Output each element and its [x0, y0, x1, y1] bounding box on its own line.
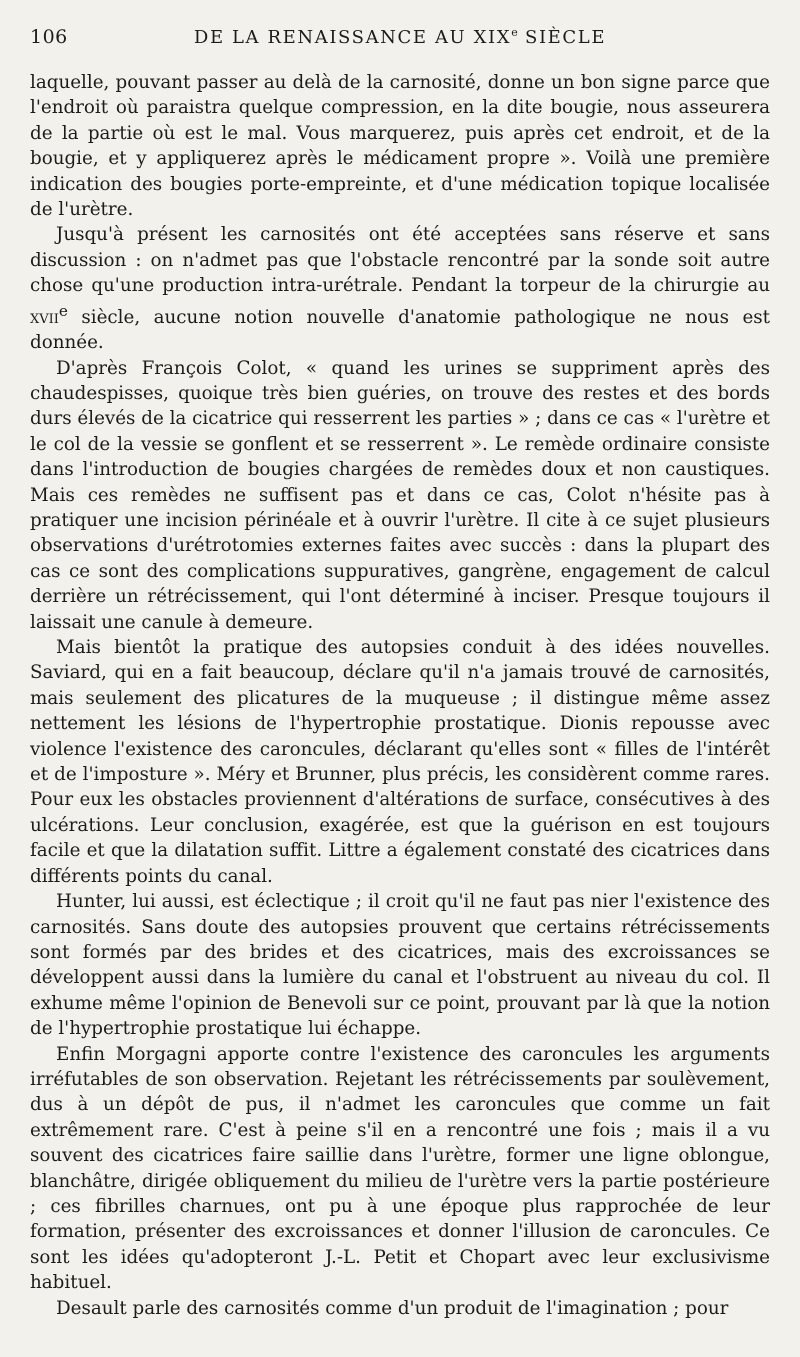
paragraph-morgagni: Enfin Morgagni apporte contre l'existence des caroncules les arguments irréfutables de son observation. Rejetant les rétrécissements par soulèvement, dus à un dépôt de pus, il n'admet les caroncules que comme un fait extrêmement rare. C'est à peine s'il en a rencontré une fois ; mais il a vu souvent des cicatrices faire saillie dans l'urètre, former une ligne oblongue, blanchâtre, dirigée obliquement du milieu de l'urètre vers la partie postérieure ; ces fibrilles charnues, ont pu à une époque plus rapprochée de leur formation, présenter des excroissances et donner l'illusion de caroncules. Ce sont les idées qu'adopteront J.-L. Petit et Chopart avec leur exclusivisme habituel.: [30, 1043, 770, 1294]
body-text: [30, 70, 770, 1321]
paragraph-hunter: Hunter, lui aussi, est éclectique ; il croit qu'il ne faut pas nier l'existence des carnosités. Sans doute des autopsies prouvent que certains rétrécissements sont formés par des brides et des cicatrices, mais des excroissances se développent aussi dans la lumière du canal et l'obstruent au niveau du col. Il exhume même l'opinion de Benevoli sur ce point, prouvant par là que la notion de l'hypertrophie prostatique lui échappe.: [30, 891, 770, 1040]
running-title-superscript: e: [511, 26, 518, 39]
running-header: [30, 26, 770, 56]
running-title-main: DE LA RENAISSANCE AU XIX: [193, 27, 512, 48]
century-superscript: e: [58, 301, 68, 320]
running-title: [90, 26, 770, 48]
running-title-end: SIÈCLE: [517, 27, 607, 48]
paragraph-carnosites: [30, 222, 770, 355]
paragraph-continuation: laquelle, pouvant passer au delà de la carnosité, donne un bon signe parce que l'endroit où paraistra quelque compression, en la dite bougie, nous asseurera de la partie où est le mal. Vous marquerez, puis après cet endroit, et de la bougie, et y appliquerez après le médicament propre ». Voilà une première indication des bougies porte-empreinte, et d'une médication topique localisée de l'urètre.: [30, 72, 770, 221]
paragraph-colot: D'après François Colot, « quand les urines se suppriment après des chaudespisses, quoique très bien guéries, on trouve des restes et des bords durs élevés de la cicatrice qui resserrent les parties » ; dans ce cas « l'urètre et le col de la vessie se gonflent et se resserrent ». Le remède ordinaire consiste dans l'introduction de bougies chargées de remèdes doux et non caustiques. Mais ces remèdes ne suffisent pas et dans ce cas, Colot n'hésite pas à pratiquer une incision périnéale et à ouvrir l'urètre. Il cite à ce sujet plusieurs observations d'urétrotomies externes faites avec succès : dans la plupart des cas ce sont des complications suppuratives, gangrène, engagement de calcul derrière un rétrécissement, qui l'ont déterminé à inciser. Presque toujours il laissait une canule à demeure.: [30, 357, 770, 633]
page-number: 106: [30, 26, 68, 48]
paragraph-autopsies: Mais bientôt la pratique des autopsies conduit à des idées nouvelles. Saviard, qui en a fait beaucoup, déclare qu'il n'a jamais trouvé de carnosités, mais seulement des plicatures de la muqueuse ; il distingue même assez nettement les lésions de l'hypertrophie prostatique. Dionis repousse avec violence l'existence des caroncules, déclarant qu'elles sont « filles de l'intérêt et de l'imposture ». Méry et Brunner, plus précis, les considèrent comme rares. Pour eux les obstacles proviennent d'altérations de surface, consécutives à des ulcérations. Leur conclusion, exagérée, est que la guérison en est toujours facile et que la dilatation suffit. Littre a également constaté des cicatrices dans différents points du canal.: [30, 637, 770, 887]
paragraph-carnosites-text-start: Jusqu'à présent les carnosités ont été acceptées sans réserve et sans discussion : on n'admet pas que l'obstacle rencontré par la sonde soit autre chose qu'une production intra-urétrale. Pendant la torpeur de la chirurgie au: [30, 224, 770, 297]
century-numeral: xvii: [30, 306, 59, 328]
paragraph-desault: Desault parle des carnosités comme d'un produit de l'imagination ; pour: [56, 1297, 729, 1319]
paragraph-carnosites-text-end: siècle, aucune notion nouvelle d'anatomie pathologique ne nous est donnée.: [30, 306, 770, 354]
